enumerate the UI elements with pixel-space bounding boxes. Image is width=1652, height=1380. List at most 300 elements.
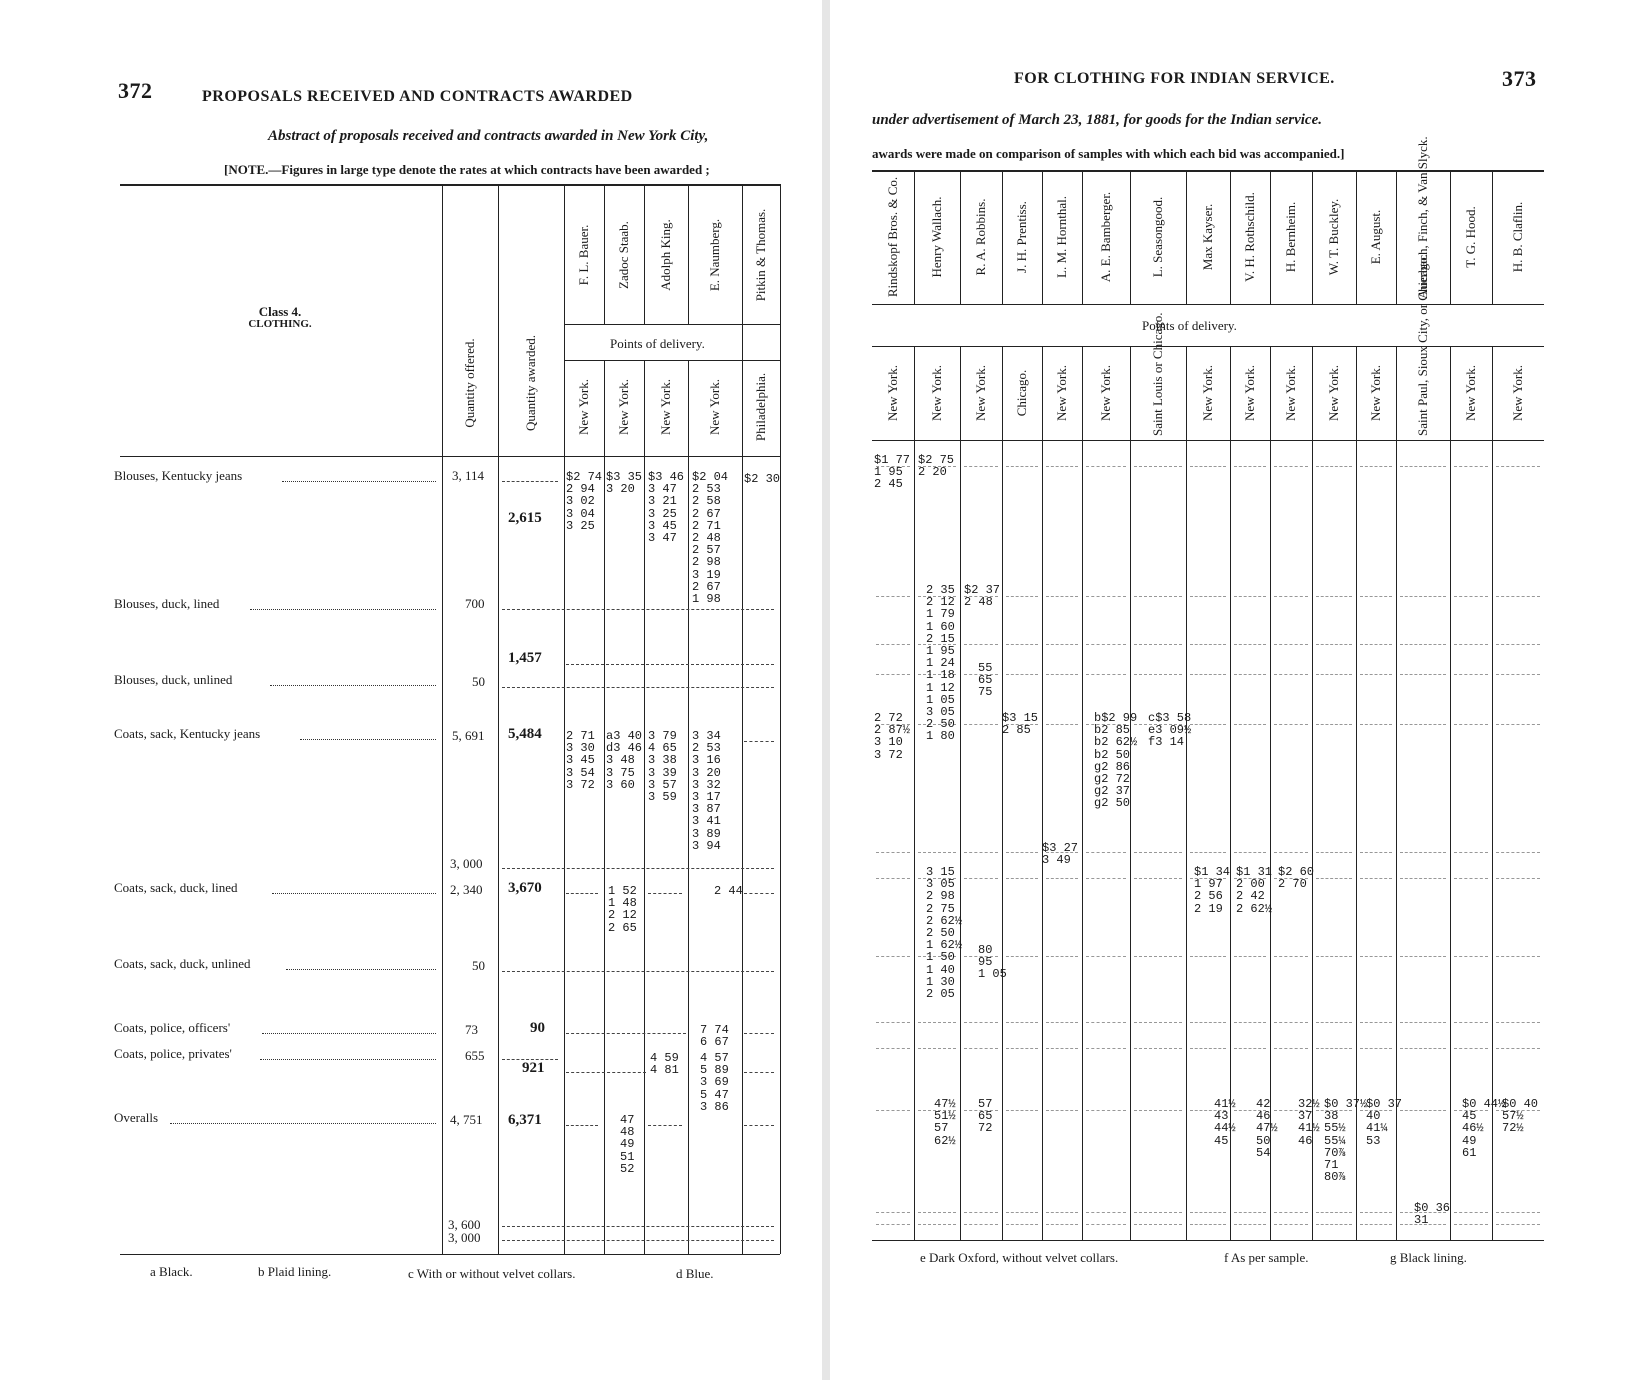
right-row-leader	[1134, 466, 1182, 467]
right-row-leader	[876, 1022, 910, 1023]
cell-hood-overalls: $0 44½ 45 46½ 49 61	[1462, 1097, 1506, 1160]
right-row-leader	[964, 466, 998, 467]
bid-bauer-blouses-kentucky: $2 74 2 94 3 02 3 04 3 25	[566, 470, 603, 533]
cell-wallach-coats-sack-duck: 3 15 3 05 2 98 2 75 2 62½ 2 50 1 62½ 1 50 1 40 1 30 2 05	[926, 865, 963, 1002]
right-row-leader	[918, 852, 956, 853]
right-row-leader	[1496, 1048, 1540, 1049]
offered-coats-sack-duck-lined: 2, 340	[450, 882, 483, 897]
left-page-number: 372	[118, 78, 153, 103]
right-row-leader	[1234, 1212, 1266, 1213]
right-table-bottom-rule	[872, 1240, 1544, 1241]
right-delivery-header: New York.	[929, 365, 944, 421]
awarded-coats-police-officers: 90	[530, 1020, 545, 1036]
right-row-leader	[1134, 1110, 1182, 1111]
right-row-leader	[918, 1212, 956, 1213]
right-column-rule	[1356, 170, 1357, 304]
row-item-coats-sack-kentucky-jeans: Coats, sack, Kentucky jeans	[114, 726, 261, 741]
right-row-leader	[1134, 644, 1182, 645]
footnote-b: b Plaid lining.	[258, 1264, 332, 1279]
right-row-leader	[964, 878, 998, 879]
offered-blouses-kentucky-jeans: 3, 114	[452, 468, 485, 483]
cell-buckley-overalls: $0 37½ 38 55½ 55¼ 70⅞ 71 80⅞	[1324, 1097, 1368, 1185]
right-row-leader	[1316, 596, 1352, 597]
cell-robbins-overalls: 57 65 72	[978, 1097, 993, 1136]
right-note: awards were made on comparison of samples with which each bid was accompanied.]	[872, 146, 1345, 161]
right-delivery-header: New York.	[973, 365, 988, 421]
cell-bernheim-coats-sack-duck: $2 60 2 70	[1278, 865, 1315, 892]
right-row-leader	[1134, 674, 1182, 675]
delivery-king: New York.	[658, 379, 673, 435]
right-row-leader	[1046, 1212, 1078, 1213]
right-row-leader	[1086, 1212, 1126, 1213]
bidder-adolph-king: Adolph King.	[658, 219, 673, 291]
right-row-leader	[1400, 1048, 1446, 1049]
right-column-rule	[1002, 346, 1003, 1240]
right-row-leader	[1360, 878, 1392, 879]
right-column-rule	[1492, 170, 1493, 304]
right-row-leader	[876, 956, 910, 957]
right-row-leader	[1454, 724, 1488, 725]
right-column-rule	[1002, 170, 1003, 304]
right-row-leader	[1360, 1022, 1392, 1023]
right-bidder-header: J. H. Prentiss.	[1014, 201, 1029, 273]
offered-overalls-extra: 3, 600 3, 000	[448, 1217, 481, 1245]
right-delivery-header: New York.	[1463, 365, 1478, 421]
right-row-leader	[1234, 1048, 1266, 1049]
right-row-leader	[918, 1048, 956, 1049]
footnote-e: e Dark Oxford, without velvet collars.	[920, 1250, 1119, 1265]
points-of-delivery-label: Points of delivery.	[610, 336, 705, 351]
right-bidder-header: E. August.	[1368, 209, 1383, 265]
right-column-rule	[960, 346, 961, 1240]
right-row-leader	[1360, 1224, 1392, 1225]
right-row-leader	[1190, 1224, 1226, 1225]
right-row-leader	[876, 596, 910, 597]
right-column-rule	[1450, 346, 1451, 1240]
right-row-leader	[1274, 1048, 1308, 1049]
right-row-leader	[1086, 1048, 1126, 1049]
right-row-leader	[1316, 852, 1352, 853]
right-column-rule	[1230, 170, 1231, 304]
right-row-leader	[1274, 1212, 1308, 1213]
offered-coats-police-officers: 73	[465, 1022, 478, 1037]
right-row-leader	[876, 1224, 910, 1225]
right-column-rule	[1270, 170, 1271, 304]
right-row-leader	[1134, 956, 1182, 957]
right-row-leader	[1086, 674, 1126, 675]
right-delivery-header: New York.	[1098, 365, 1113, 421]
row-item-coats-police-officers: Coats, police, officers'	[114, 1020, 231, 1035]
right-row-leader	[1190, 674, 1226, 675]
right-row-leader	[876, 1048, 910, 1049]
right-row-leader	[1234, 1022, 1266, 1023]
right-row-leader	[1134, 878, 1182, 879]
right-bidder-header: H. B. Claflin.	[1510, 201, 1525, 273]
right-row-leader	[1454, 644, 1488, 645]
left-note: [NOTE.—Figures in large type denote the rates at which contracts have been awarded ;	[224, 162, 710, 177]
right-bidder-header: Rindskopf Bros. & Co.	[885, 176, 900, 298]
right-row-leader	[1400, 878, 1446, 879]
cell-bernheim-overalls: 32½ 37 41½ 46	[1298, 1097, 1320, 1148]
cell-seasongood-coats-sack-kentucky: c$3 58 e3 09½ f3 14	[1148, 711, 1192, 750]
bidder-zadoc-staab: Zadoc Staab.	[616, 221, 631, 289]
cell-rothschild-coats-sack-duck: $1 31 2 00 2 42 2 62½	[1236, 865, 1273, 916]
right-delivery-header: Saint Louis or Chicago.	[1150, 312, 1165, 436]
right-row-leader	[1274, 1022, 1308, 1023]
right-row-leader	[1400, 674, 1446, 675]
cell-robbins-coats-sack-duck-unlined: 80 95 1 05	[978, 943, 1007, 982]
right-row-leader	[1454, 466, 1488, 467]
right-row-leader	[1190, 466, 1226, 467]
right-row-leader	[1316, 1048, 1352, 1049]
left-subtitle: Abstract of proposals received and contracts awarded in New York City,	[268, 128, 709, 144]
right-row-leader	[1134, 596, 1182, 597]
right-row-leader	[964, 1224, 998, 1225]
right-row-leader	[964, 1212, 998, 1213]
table-bottom-rule	[120, 1254, 780, 1255]
right-column-rule	[960, 170, 961, 304]
right-points-of-delivery-label: Points of delivery.	[1142, 318, 1237, 333]
bid-pitkin-blouses-kentucky: $2 30	[744, 472, 781, 486]
row-item-coats-police-privates: Coats, police, privates'	[114, 1046, 232, 1061]
bid-naumberg-police-privates: 4 57 5 89 3 69 5 47 3 86	[700, 1051, 729, 1114]
right-row-leader	[1496, 644, 1540, 645]
footnote-c: c With or without velvet collars.	[408, 1266, 576, 1281]
footnote-g: g Black lining.	[1390, 1250, 1467, 1265]
table-top-rule	[120, 184, 780, 186]
right-row-leader	[1400, 1022, 1446, 1023]
right-row-leader	[1006, 466, 1038, 467]
header-bottom-rule	[120, 456, 780, 457]
right-row-leader	[1360, 724, 1392, 725]
right-delivery-header: New York.	[1200, 365, 1215, 421]
cell-wallach-blouses-kentucky: $2 75 2 20	[918, 453, 955, 480]
class-label: Class 4.	[258, 304, 302, 319]
bid-bauer-coats-sack-kentucky: 2 71 3 30 3 45 3 54 3 72	[566, 729, 595, 792]
right-row-leader	[1496, 852, 1540, 853]
bid-naumberg-blouses-kentucky: $2 04 2 53 2 58 2 67 2 71 2 48 2 57 2 98 3 19 2 67 1 98	[692, 470, 729, 607]
bid-staab-blouses-kentucky: $3 35 3 20	[606, 470, 643, 497]
right-row-leader	[1316, 1022, 1352, 1023]
bid-king-coats-sack-kentucky: 3 79 4 65 3 38 3 39 3 57 3 59	[648, 729, 677, 805]
bid-staab-coats-sack-kentucky: a3 40 d3 46 3 48 3 75 3 60	[606, 729, 643, 792]
right-row-leader	[1274, 724, 1308, 725]
right-row-leader	[1006, 1022, 1038, 1023]
right-row-leader	[1234, 466, 1266, 467]
right-row-leader	[1496, 956, 1540, 957]
right-row-leader	[1400, 724, 1446, 725]
right-row-leader	[1006, 956, 1038, 957]
right-row-leader	[1190, 1048, 1226, 1049]
right-delivery-header: New York.	[1326, 365, 1341, 421]
right-row-leader	[1046, 1224, 1078, 1225]
right-row-leader	[1190, 724, 1226, 725]
right-row-leader	[1316, 878, 1352, 879]
right-table-top-rule	[872, 170, 1544, 172]
bid-naumberg-coats-sack-kentucky: 3 34 2 53 3 16 3 20 3 32 3 17 3 87 3 41 3 89 3 94	[692, 729, 721, 853]
right-row-leader	[1134, 1022, 1182, 1023]
class-name: CLOTHING.	[248, 318, 312, 330]
right-row-leader	[1400, 1110, 1446, 1111]
right-row-leader	[1400, 644, 1446, 645]
right-running-title: FOR CLOTHING FOR INDIAN SERVICE.	[1014, 70, 1335, 87]
right-row-leader	[1454, 1212, 1488, 1213]
row-item-coats-sack-duck-lined: Coats, sack, duck, lined	[114, 880, 238, 895]
right-column-rule	[1450, 170, 1451, 304]
cell-rindskopf-coats-sack-kentucky: 2 72 2 87½ 3 10 3 72	[874, 711, 911, 762]
right-delivery-header: New York.	[1510, 365, 1525, 421]
right-row-leader	[1086, 852, 1126, 853]
right-row-leader	[1454, 852, 1488, 853]
bid-naumberg-police-officers: 7 74 6 67	[700, 1023, 729, 1050]
right-row-leader	[1400, 852, 1446, 853]
right-bidder-header: L. Seasongood.	[1150, 196, 1165, 278]
right-column-rule	[1186, 170, 1187, 304]
right-delivery-header: Saint Paul, Sioux City, or Chicago.	[1415, 254, 1430, 436]
bidder-pitkin-thomas: Pitkin & Thomas.	[753, 208, 768, 302]
right-row-leader	[1454, 674, 1488, 675]
right-bidder-header: Max Kayser.	[1200, 203, 1215, 271]
cell-wallach-blouses-duck: 2 35 2 12 1 79 1 60 2 15 1 95 1 24 1 18 1 12 1 05 3 05 2 50 1 80	[926, 583, 955, 744]
right-row-leader	[1046, 724, 1078, 725]
delivery-staab: New York.	[616, 379, 631, 435]
right-row-leader	[1006, 878, 1038, 879]
right-row-leader	[964, 724, 998, 725]
right-row-leader	[1190, 596, 1226, 597]
right-bidder-header: H. Bernheim.	[1283, 201, 1298, 273]
right-row-leader	[1274, 852, 1308, 853]
right-row-leader	[1454, 956, 1488, 957]
right-row-leader	[1086, 644, 1126, 645]
bid-king-police-privates: 4 59 4 81	[650, 1051, 679, 1078]
cell-rindskopf-blouses-kentucky: $1 77 1 95 2 45	[874, 453, 911, 492]
right-row-leader	[1360, 1212, 1392, 1213]
right-row-leader	[1274, 466, 1308, 467]
right-row-leader	[1400, 596, 1446, 597]
right-row-leader	[1274, 644, 1308, 645]
cell-robbins-blouses-duck-lined: $2 37 2 48	[964, 583, 1001, 610]
bid-naumberg-coats-duck-lined: 2 44	[714, 884, 743, 898]
right-row-leader	[1190, 644, 1226, 645]
delivery-pitkin: Philadelphia.	[753, 372, 768, 442]
bidder-f-l-bauer: F. L. Bauer.	[576, 224, 591, 286]
cell-rothschild-overalls: 42 46 47½ 50 54	[1256, 1097, 1278, 1160]
right-row-leader	[964, 852, 998, 853]
right-row-leader	[1360, 852, 1392, 853]
right-page-number: 373	[1502, 66, 1537, 91]
right-bidder-header: L. M. Hornthal.	[1054, 196, 1069, 278]
right-row-leader	[1274, 596, 1308, 597]
right-row-leader	[1316, 1212, 1352, 1213]
right-row-leader	[1316, 1224, 1352, 1225]
right-row-leader	[1454, 878, 1488, 879]
right-column-rule	[1042, 170, 1043, 304]
cell-august-overalls: $0 37 40 41¼ 53	[1366, 1097, 1403, 1148]
left-page	[0, 0, 822, 1380]
right-row-leader	[1086, 1110, 1126, 1111]
right-column-rule	[1396, 170, 1397, 304]
right-row-leader	[1046, 596, 1078, 597]
right-row-leader	[1046, 644, 1078, 645]
cell-auerbach-overalls-extra: $0 36 31	[1414, 1201, 1451, 1228]
cell-bamberger-coats-sack-kentucky: b$2 99 b2 85 b2 62½ b2 50 g2 86 g2 72 g2 37 g2 50	[1094, 711, 1138, 811]
right-row-leader	[1454, 1022, 1488, 1023]
awarded-coats-sack-kentucky: 5,484	[508, 726, 542, 742]
right-row-leader	[1360, 596, 1392, 597]
right-row-leader	[876, 878, 910, 879]
right-row-leader	[876, 852, 910, 853]
right-row-leader	[1190, 1022, 1226, 1023]
right-row-leader	[1234, 852, 1266, 853]
right-row-leader	[1006, 1110, 1038, 1111]
right-row-leader	[1086, 1224, 1126, 1225]
delivery-bauer: New York.	[576, 379, 591, 435]
right-row-leader	[1360, 956, 1392, 957]
right-row-leader	[1046, 878, 1078, 879]
awarded-overalls: 6,371	[508, 1112, 542, 1128]
right-row-leader	[1496, 878, 1540, 879]
right-row-leader	[1496, 596, 1540, 597]
right-row-leader	[1274, 1224, 1308, 1225]
footnote-d: d Blue.	[676, 1266, 714, 1281]
right-bidder-header: Auerbach, Finch, & Van Slyck.	[1415, 136, 1430, 299]
right-row-leader	[1360, 1048, 1392, 1049]
awarded-blouses-kentucky-jeans: 2,615	[508, 510, 542, 526]
right-row-leader	[1134, 852, 1182, 853]
col-quantity-offered: Quantity offered.	[462, 338, 477, 428]
right-column-rule	[914, 346, 915, 1240]
right-column-rule	[1312, 170, 1313, 304]
right-bidder-header: A. E. Bamberger.	[1098, 191, 1113, 283]
right-row-leader	[964, 1022, 998, 1023]
right-row-leader	[1234, 956, 1266, 957]
cell-hornthal-coats-sack: $3 27 3 49	[1042, 841, 1079, 868]
right-row-leader	[1496, 674, 1540, 675]
right-row-leader	[1086, 466, 1126, 467]
right-bidder-header: V. H. Rothschild.	[1242, 192, 1257, 282]
right-row-leader	[1496, 1022, 1540, 1023]
right-row-leader	[964, 644, 998, 645]
awarded-coats-sack-duck-lined: 3,670	[508, 880, 542, 896]
right-row-leader	[1134, 1212, 1182, 1213]
right-row-leader	[1274, 674, 1308, 675]
row-item-blouses-duck-lined: Blouses, duck, lined	[114, 596, 220, 611]
footnote-a: a Black.	[150, 1264, 193, 1279]
right-bidder-header: R. A. Robbins.	[973, 198, 988, 276]
offered-coats-sack-kentucky-extra: 3, 000	[450, 856, 483, 871]
right-row-leader	[1360, 674, 1392, 675]
row-item-blouses-duck-unlined: Blouses, duck, unlined	[114, 672, 233, 687]
cell-claflin-overalls: $0 40 57½ 72½	[1502, 1097, 1539, 1136]
awarded-blouses-duck-lined: 1,457	[508, 650, 542, 666]
right-row-leader	[1316, 724, 1352, 725]
right-row-leader	[1316, 956, 1352, 957]
right-row-leader	[964, 1048, 998, 1049]
right-row-leader	[876, 1110, 910, 1111]
right-row-leader	[1234, 596, 1266, 597]
right-delivery-header: New York.	[1283, 365, 1298, 421]
right-bidder-header: Henry Wallach.	[929, 196, 944, 278]
right-row-leader	[876, 644, 910, 645]
right-row-leader	[1086, 596, 1126, 597]
footnote-f: f As per sample.	[1224, 1250, 1309, 1265]
right-row-leader	[1360, 466, 1392, 467]
right-row-leader	[1454, 1048, 1488, 1049]
right-delivery-header: New York.	[1242, 365, 1257, 421]
offered-overalls: 4, 751	[450, 1112, 483, 1127]
right-row-leader	[1134, 1224, 1182, 1225]
right-subtitle: under advertisement of March 23, 1881, for goods for the Indian service.	[872, 112, 1322, 128]
right-page	[830, 0, 1652, 1380]
right-row-leader	[1496, 1224, 1540, 1225]
delivery-naumberg: New York.	[707, 379, 722, 435]
right-row-leader	[1316, 466, 1352, 467]
right-row-leader	[1006, 1224, 1038, 1225]
bid-staab-coats-duck-lined: 1 52 1 48 2 12 2 65	[608, 884, 637, 935]
right-column-rule	[1082, 346, 1083, 1240]
right-row-leader	[876, 674, 910, 675]
offered-coats-sack-duck-unlined: 50	[472, 958, 485, 973]
right-row-leader	[1086, 878, 1126, 879]
cell-prentiss-coats-sack-kentucky: $3 15 2 85	[1002, 711, 1039, 738]
right-row-leader	[1046, 674, 1078, 675]
right-row-leader	[1046, 1022, 1078, 1023]
right-row-leader	[1234, 1224, 1266, 1225]
right-column-rule	[1186, 346, 1187, 1240]
right-row-leader	[1454, 596, 1488, 597]
cell-kayser-overalls: 41½ 43 44½ 45	[1214, 1097, 1236, 1148]
right-row-leader	[1400, 956, 1446, 957]
right-row-leader	[1006, 674, 1038, 675]
row-item-blouses-kentucky-jeans: Blouses, Kentucky jeans	[114, 468, 243, 483]
right-row-leader	[1496, 466, 1540, 467]
right-delivery-header: New York.	[1368, 365, 1383, 421]
offered-blouses-duck-unlined: 50	[472, 674, 485, 689]
page-gutter	[822, 0, 830, 1380]
cell-kayser-coats-sack-duck: $1 34 1 97 2 56 2 19	[1194, 865, 1231, 916]
col-quantity-awarded: Quantity awarded.	[523, 334, 538, 432]
right-row-leader	[1454, 1224, 1488, 1225]
right-row-leader	[1086, 1022, 1126, 1023]
right-row-leader	[1360, 644, 1392, 645]
right-bidder-header: W. T. Buckley.	[1326, 198, 1341, 276]
row-item-coats-sack-duck-unlined: Coats, sack, duck, unlined	[114, 956, 251, 971]
offered-blouses-duck-lined: 700	[465, 596, 485, 611]
right-row-leader	[918, 1022, 956, 1023]
right-row-leader	[1190, 1212, 1226, 1213]
right-row-leader	[918, 1224, 956, 1225]
right-row-leader	[1046, 466, 1078, 467]
right-delivery-header: New York.	[1054, 365, 1069, 421]
right-row-leader	[1234, 644, 1266, 645]
right-row-leader	[1134, 1048, 1182, 1049]
right-row-leader	[1086, 956, 1126, 957]
right-row-leader	[1316, 644, 1352, 645]
offered-coats-sack-kentucky: 5, 691	[452, 728, 485, 743]
right-column-rule	[1130, 170, 1131, 304]
right-row-leader	[1190, 852, 1226, 853]
right-row-leader	[1190, 956, 1226, 957]
right-row-leader	[1400, 466, 1446, 467]
right-row-leader	[1496, 1212, 1540, 1213]
right-row-leader	[1006, 1212, 1038, 1213]
awarded-coats-police-privates: 921	[522, 1060, 545, 1076]
right-row-leader	[1006, 644, 1038, 645]
right-row-leader	[1316, 674, 1352, 675]
right-row-leader	[1274, 956, 1308, 957]
right-delivery-header: New York.	[885, 365, 900, 421]
cell-wallach-overalls: 47½ 51½ 57 62½	[934, 1097, 956, 1148]
